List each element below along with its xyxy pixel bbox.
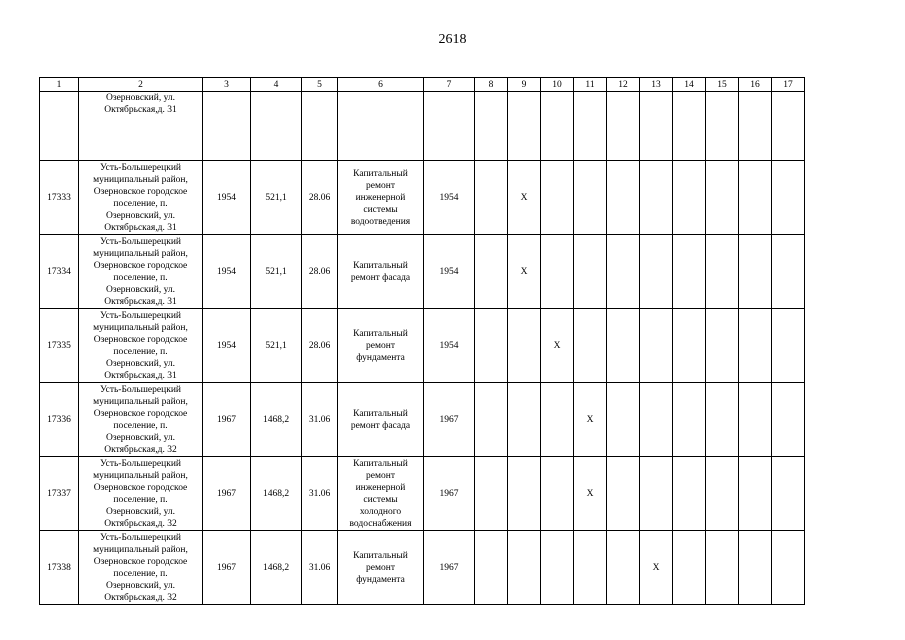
cell-empty [475, 531, 508, 605]
cell-mark: Х [508, 161, 541, 235]
cell-id: 17335 [40, 309, 79, 383]
cell-wear: 31.06 [302, 383, 338, 457]
cell-mark: Х [508, 235, 541, 309]
cell-empty [739, 92, 772, 161]
address-line: Озерновское городское [93, 334, 188, 345]
address-line: поселение, п. [113, 420, 168, 431]
cell-empty [673, 92, 706, 161]
address-line: Усть-Большерецкий [100, 310, 181, 321]
cell-empty [640, 161, 673, 235]
cell-address [79, 531, 203, 605]
column-header: 12 [607, 78, 640, 92]
work-line: ремонт [366, 470, 395, 481]
work-line: инженерной [355, 482, 406, 493]
cell-year: 1954 [424, 161, 475, 235]
cell-work-type [338, 457, 424, 531]
cell-address [79, 235, 203, 309]
address-line: Усть-Большерецкий [100, 458, 181, 469]
address-line: Озерновское городское [93, 556, 188, 567]
table-row [40, 383, 805, 457]
cell-empty [673, 309, 706, 383]
registry-table [39, 77, 805, 605]
address-line: поселение, п. [113, 568, 168, 579]
cell-year: 1954 [424, 309, 475, 383]
cell-year-built: 1967 [203, 383, 251, 457]
cell-id: 17337 [40, 457, 79, 531]
cell-empty [541, 531, 574, 605]
cell-empty [673, 161, 706, 235]
cell-empty [772, 161, 805, 235]
work-line: водоснабжения [349, 518, 412, 529]
work-line: ремонт [366, 562, 395, 573]
column-header: 11 [574, 78, 607, 92]
address-line: поселение, п. [113, 272, 168, 283]
cell-wear: 31.06 [302, 457, 338, 531]
cell-year-built: 1967 [203, 531, 251, 605]
cell-empty [475, 383, 508, 457]
cell-empty [739, 309, 772, 383]
cell-empty [772, 235, 805, 309]
cell-wear: 28.06 [302, 161, 338, 235]
work-line: Капитальный [353, 458, 408, 469]
cell-empty [574, 235, 607, 309]
work-line: Капитальный [353, 168, 408, 179]
cell-year: 1967 [424, 531, 475, 605]
cell-empty [541, 457, 574, 531]
column-header: 15 [706, 78, 739, 92]
address-line: муниципальный район, [93, 544, 188, 555]
cell-empty [739, 383, 772, 457]
work-line: Капитальный [353, 260, 408, 271]
cell-empty [673, 383, 706, 457]
column-header: 4 [251, 78, 302, 92]
cell-work-type [338, 161, 424, 235]
cell-empty [772, 457, 805, 531]
cell-year-built: 1967 [203, 457, 251, 531]
cell-mark: Х [574, 457, 607, 531]
column-header: 17 [772, 78, 805, 92]
address-line: Озерновский, ул. [105, 432, 176, 443]
cell-empty [640, 92, 673, 161]
table-row [40, 161, 805, 235]
column-header: 13 [640, 78, 673, 92]
cell-wear: 31.06 [302, 531, 338, 605]
cell-area: 1468,2 [251, 531, 302, 605]
cell-empty [739, 457, 772, 531]
cell-empty [302, 92, 338, 161]
cell-empty [508, 309, 541, 383]
cell-mark: Х [541, 309, 574, 383]
page-number: 2618 [438, 32, 467, 47]
address-line: Озерновский, ул. [105, 580, 176, 591]
cell-address [79, 161, 203, 235]
cell-year: 1954 [424, 235, 475, 309]
cell-work-type [338, 309, 424, 383]
address-line: муниципальный район, [93, 322, 188, 333]
address-line: муниципальный район, [93, 248, 188, 259]
address-line: муниципальный район, [93, 396, 188, 407]
cell-empty [203, 92, 251, 161]
cell-area: 521,1 [251, 161, 302, 235]
cell-empty [541, 92, 574, 161]
cell-empty [541, 383, 574, 457]
cell-id: 17333 [40, 161, 79, 235]
address-line: Озерновское городское [93, 260, 188, 271]
column-header: 10 [541, 78, 574, 92]
cell-empty [475, 161, 508, 235]
cell-empty [739, 235, 772, 309]
cell-empty [508, 383, 541, 457]
cell-empty [574, 531, 607, 605]
cell-empty [739, 161, 772, 235]
table-row [40, 92, 805, 161]
cell-empty [424, 92, 475, 161]
cell-empty [508, 92, 541, 161]
column-header: 14 [673, 78, 706, 92]
cell-empty [338, 92, 424, 161]
column-header: 7 [424, 78, 475, 92]
address-line: Октябрьская,д. 31 [104, 105, 177, 115]
address-line: Октябрьская,д. 31 [104, 296, 177, 307]
cell-empty [640, 457, 673, 531]
cell-area: 521,1 [251, 309, 302, 383]
work-line: Капитальный [353, 408, 408, 419]
address-line: Озерновский, ул. [105, 284, 176, 295]
cell-empty [541, 235, 574, 309]
cell-empty [607, 92, 640, 161]
address-line: Озерновский, ул. [105, 210, 176, 221]
cell-empty [706, 457, 739, 531]
cell-area: 521,1 [251, 235, 302, 309]
work-line: фундамента [356, 574, 405, 585]
table-row [40, 531, 805, 605]
address-line: Озерновский, ул. [105, 358, 176, 369]
address-line: Октябрьская,д. 31 [104, 370, 177, 381]
cell-area: 1468,2 [251, 457, 302, 531]
cell-empty [508, 531, 541, 605]
column-header: 6 [338, 78, 424, 92]
work-line: ремонт [366, 180, 395, 191]
cell-year-built: 1954 [203, 235, 251, 309]
address-line: Октябрьская,д. 32 [104, 592, 177, 603]
cell-empty [706, 92, 739, 161]
cell-id: 17336 [40, 383, 79, 457]
cell-work-type [338, 383, 424, 457]
cell-empty [475, 309, 508, 383]
work-line: водоотведения [350, 216, 411, 227]
cell-address [79, 457, 203, 531]
address-line: Октябрьская,д. 32 [104, 518, 177, 529]
cell-empty [607, 161, 640, 235]
work-line: Капитальный [353, 328, 408, 339]
address-line: муниципальный район, [93, 470, 188, 481]
cell-empty [607, 531, 640, 605]
cell-empty [607, 383, 640, 457]
address-line: Озерновский, ул. [105, 93, 176, 103]
work-line: холодного [359, 506, 402, 517]
column-header: 16 [739, 78, 772, 92]
cell-empty [607, 235, 640, 309]
table-row [40, 309, 805, 383]
cell-address [79, 92, 203, 161]
cell-empty [673, 235, 706, 309]
cell-year-built: 1954 [203, 309, 251, 383]
cell-empty [772, 309, 805, 383]
column-header: 9 [508, 78, 541, 92]
cell-year: 1967 [424, 457, 475, 531]
cell-empty [739, 531, 772, 605]
cell-empty [574, 309, 607, 383]
cell-empty [251, 92, 302, 161]
cell-empty [673, 531, 706, 605]
address-line: поселение, п. [113, 346, 168, 357]
column-header: 1 [40, 78, 79, 92]
column-header: 2 [79, 78, 203, 92]
cell-work-type [338, 531, 424, 605]
cell-wear: 28.06 [302, 309, 338, 383]
cell-id: 17338 [40, 531, 79, 605]
address-line: Октябрьская,д. 32 [104, 444, 177, 455]
cell-empty [508, 457, 541, 531]
cell-empty [475, 235, 508, 309]
work-line: инженерной [355, 192, 406, 203]
cell-id [40, 92, 79, 161]
work-line: системы [363, 204, 398, 215]
address-line: Усть-Большерецкий [100, 236, 181, 247]
cell-work-type [338, 235, 424, 309]
cell-empty [475, 457, 508, 531]
cell-empty [640, 309, 673, 383]
cell-empty [706, 531, 739, 605]
column-header: 8 [475, 78, 508, 92]
cell-empty [706, 235, 739, 309]
cell-empty [706, 383, 739, 457]
column-header: 5 [302, 78, 338, 92]
work-line: ремонт фасада [350, 420, 411, 431]
cell-year: 1967 [424, 383, 475, 457]
cell-empty [607, 309, 640, 383]
table-body [40, 92, 805, 605]
cell-empty [673, 457, 706, 531]
table-row [40, 235, 805, 309]
cell-area: 1468,2 [251, 383, 302, 457]
header-row [40, 78, 805, 92]
cell-year-built: 1954 [203, 161, 251, 235]
cell-empty [574, 161, 607, 235]
cell-empty [574, 92, 607, 161]
address-line: Озерновское городское [93, 186, 188, 197]
cell-address [79, 383, 203, 457]
address-line: Усть-Большерецкий [100, 384, 181, 395]
work-line: системы [363, 494, 398, 505]
cell-empty [706, 309, 739, 383]
cell-empty [541, 161, 574, 235]
column-header: 3 [203, 78, 251, 92]
cell-mark: Х [640, 531, 673, 605]
address-line: поселение, п. [113, 494, 168, 505]
address-line: поселение, п. [113, 198, 168, 209]
cell-wear: 28.06 [302, 235, 338, 309]
cell-address [79, 309, 203, 383]
work-line: фундамента [356, 352, 405, 363]
work-line: ремонт фасада [350, 272, 411, 283]
work-line: ремонт [366, 340, 395, 351]
work-line: Капитальный [353, 550, 408, 561]
address-line: Озерновский, ул. [105, 506, 176, 517]
cell-empty [475, 92, 508, 161]
cell-empty [706, 161, 739, 235]
cell-mark: Х [574, 383, 607, 457]
address-line: Усть-Большерецкий [100, 162, 181, 173]
cell-empty [640, 383, 673, 457]
address-line: Усть-Большерецкий [100, 532, 181, 543]
address-line: Озерновское городское [93, 482, 188, 493]
table-row [40, 457, 805, 531]
cell-empty [640, 235, 673, 309]
address-line: муниципальный район, [93, 174, 188, 185]
cell-empty [772, 383, 805, 457]
cell-empty [772, 531, 805, 605]
cell-id: 17334 [40, 235, 79, 309]
address-line: Озерновское городское [93, 408, 188, 419]
address-line: Октябрьская,д. 31 [104, 222, 177, 233]
cell-empty [607, 457, 640, 531]
cell-empty [772, 92, 805, 161]
